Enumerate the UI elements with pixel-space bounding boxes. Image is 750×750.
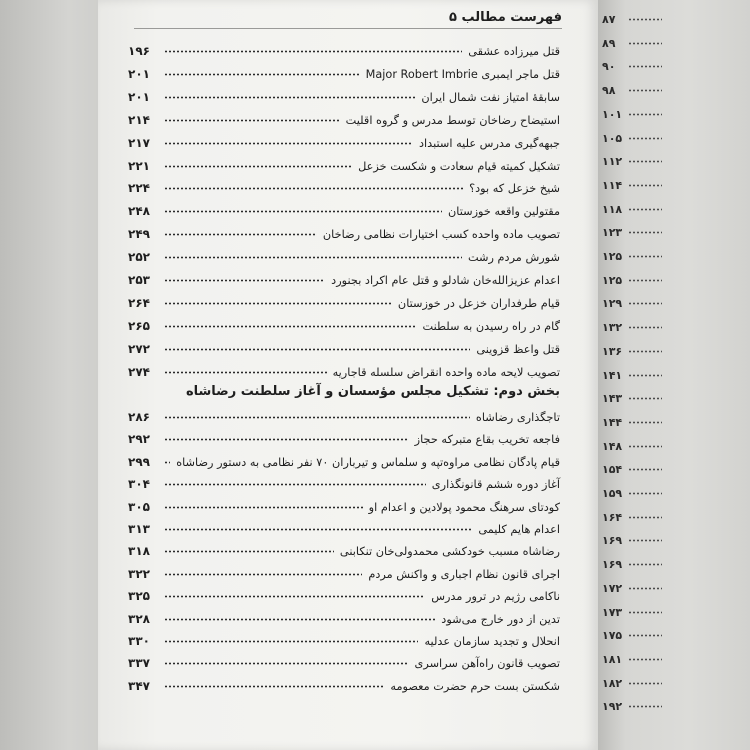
toc-entry-title: تشکیل کمیته قیام سعادت و شکست خزعل <box>358 159 560 173</box>
toc-entry-page: ۲۶۴ <box>128 295 150 310</box>
adjacent-toc-entry <box>598 125 662 145</box>
adjacent-toc-entry <box>598 362 662 382</box>
dot-leader <box>164 595 425 598</box>
toc-entry-page: ۳۰۴ <box>128 477 150 492</box>
toc-entry <box>128 449 560 469</box>
adjacent-page-number: ۱۷۲ <box>602 581 623 595</box>
dot-leader <box>164 119 340 122</box>
dot-leader <box>164 550 334 553</box>
header-title: فهرست مطالب ۵ <box>449 9 562 25</box>
toc-entry <box>128 404 560 424</box>
dot-leader <box>164 483 426 486</box>
toc-entry-page: ۳۴۷ <box>128 678 150 693</box>
adjacent-page-number: ۱۳۲ <box>602 321 623 335</box>
toc-entry-title: قیام طرفداران خزعل در خوزستان <box>397 296 560 310</box>
toc-entry <box>128 359 560 379</box>
dot-leader <box>164 73 360 76</box>
dot-leader <box>164 348 470 351</box>
toc-entry-page: ۱۹۶ <box>128 44 150 58</box>
toc-entry-page: ۲۶۵ <box>128 318 150 333</box>
adjacent-page-edge <box>598 0 750 750</box>
dot-leader <box>628 611 662 614</box>
adjacent-page-number: ۱۴۳ <box>602 392 623 406</box>
toc-entry <box>128 107 560 127</box>
dot-leader <box>628 587 662 590</box>
dot-leader <box>628 65 662 68</box>
toc-entry-page: ۲۰۱ <box>128 66 150 81</box>
toc-entry <box>128 516 560 536</box>
adjacent-page-number: ۱۸۱ <box>602 652 623 666</box>
toc-entry <box>128 561 560 581</box>
toc-entry-page: ۲۱۷ <box>128 135 150 150</box>
dot-leader <box>164 685 384 688</box>
toc-entry <box>128 198 560 218</box>
dot-leader <box>628 137 662 140</box>
adjacent-toc-entry <box>598 670 662 690</box>
adjacent-toc-entry <box>598 385 662 405</box>
toc-entry-page: ۲۲۴ <box>128 181 150 196</box>
toc-entry-page: ۳۲۲ <box>128 566 150 581</box>
adjacent-toc-entry <box>598 693 662 713</box>
adjacent-toc-entry <box>598 267 662 287</box>
toc-entry-page: ۳۱۳ <box>128 522 150 536</box>
dot-leader <box>164 187 463 190</box>
adjacent-toc-entry <box>598 290 662 310</box>
dot-leader <box>164 96 415 99</box>
toc-entry-title: انحلال و تجدید سازمان عدلیه <box>424 635 560 648</box>
dot-leader <box>628 658 662 661</box>
dot-leader <box>164 640 418 643</box>
dot-leader <box>628 468 662 471</box>
dot-leader <box>628 279 662 282</box>
dot-leader <box>164 302 392 305</box>
adjacent-toc-entry <box>598 219 662 239</box>
toc-entry-page: ۲۴۹ <box>128 227 150 242</box>
adjacent-page-number: ۱۷۵ <box>602 629 623 643</box>
adjacent-toc-entry <box>598 314 662 334</box>
toc-entry-title: قیام پادگان نظامی مراوه‌تپه و سلماس و تیرباران ۷۰ نفر نظامی به دستور رضاشاه <box>176 455 560 469</box>
toc-entry-title: مقتولین واقعه خوزستان <box>447 205 560 219</box>
toc-entry-title: شکستن بست حرم حضرت معصومه <box>390 679 560 693</box>
toc-entry-title: قتل واعظ قزوینی <box>476 342 560 356</box>
dot-leader <box>164 461 170 464</box>
adjacent-toc-entry <box>598 338 662 358</box>
toc-entry-title: سابقهٔ امتیاز نفت شمال ایران <box>421 90 560 104</box>
adjacent-toc-entry <box>598 30 662 50</box>
adjacent-toc-entry <box>598 599 662 619</box>
toc-entry-title: اجرای قانون نظام اجباری و واکنش مردم <box>368 567 560 581</box>
section-title: بخش دوم: تشکیل مجلس مؤسسان و آغاز سلطنت رضاشاه <box>185 384 560 399</box>
toc-entry <box>128 673 560 693</box>
toc-entry <box>128 606 560 626</box>
adjacent-toc-entry <box>598 243 662 263</box>
toc-entry-page: ۲۹۲ <box>128 432 150 447</box>
toc-entry <box>128 426 560 446</box>
toc-entry <box>128 38 560 58</box>
toc-entry-title: تصویب قانون راه‌آهن سراسری <box>414 657 560 671</box>
adjacent-page-number: ۱۲۵ <box>602 250 623 263</box>
toc-entry-title: شورش مردم رشت <box>467 251 560 265</box>
toc-entry-title: تصویب ماده واحده کسب اختیارات نظامی رضاخان <box>322 228 560 242</box>
adjacent-toc-entry <box>598 148 662 168</box>
adjacent-toc-entry <box>598 622 662 642</box>
dot-leader <box>164 618 435 621</box>
toc-entry <box>128 84 560 104</box>
dot-leader <box>628 18 662 21</box>
dot-leader <box>628 516 662 519</box>
dot-leader <box>628 184 662 187</box>
adjacent-page-number: ۱۱۲ <box>602 155 623 169</box>
adjacent-page-number: ۸۷ <box>602 13 616 26</box>
toc-entry-page: ۲۷۲ <box>128 341 150 356</box>
toc-entry-page: ۳۳۰ <box>128 634 150 648</box>
dot-leader <box>164 233 317 236</box>
toc-entry-title: آغاز دوره ششم قانونگذاری <box>431 478 560 492</box>
adjacent-page-number: ۱۶۹ <box>602 534 623 548</box>
dot-leader <box>164 662 409 665</box>
toc-entry <box>128 538 560 558</box>
toc-entry <box>128 244 560 264</box>
adjacent-page-number: ۹۸ <box>602 84 616 98</box>
adjacent-page-number: ۸۹ <box>602 36 616 50</box>
adjacent-toc-entry <box>598 53 662 73</box>
toc-entry-title: کودتای سرهنگ محمود پولادین و اعدام او <box>368 500 560 514</box>
adjacent-toc-entry <box>598 551 662 571</box>
toc-entry-page: ۲۸۶ <box>128 410 150 424</box>
toc-entry-page: ۳۰۵ <box>128 499 150 514</box>
adjacent-page-number: ۱۶۹ <box>602 558 623 572</box>
dot-leader <box>628 421 662 424</box>
toc-entry <box>128 267 560 287</box>
dot-leader <box>628 492 662 495</box>
adjacent-toc-entry <box>598 504 662 524</box>
dot-leader <box>164 371 327 374</box>
toc-entry-page: ۲۴۸ <box>128 204 150 219</box>
dot-leader <box>164 50 462 53</box>
toc-entry-title: استیضاح رضاخان توسط مدرس و گروه اقلیت <box>345 113 560 127</box>
toc-entry <box>128 130 560 150</box>
adjacent-page-number: ۱۰۱ <box>602 107 623 121</box>
toc-entry <box>128 336 560 356</box>
toc-entry-page: ۲۹۹ <box>128 454 150 469</box>
adjacent-page-number: ۱۲۹ <box>602 297 623 311</box>
toc-entry-title: تاجگذاری رضاشاه <box>475 411 560 424</box>
adjacent-toc-entry <box>598 6 662 26</box>
dot-leader <box>628 350 662 353</box>
adjacent-toc-entry <box>598 456 662 476</box>
dot-leader <box>628 705 662 708</box>
toc-entry-page: ۳۲۸ <box>128 611 150 626</box>
toc-entry-title: قتل میرزاده عشقی <box>468 45 560 58</box>
adjacent-page-number: ۱۷۳ <box>602 605 623 619</box>
toc-entry <box>128 175 560 195</box>
adjacent-page-number: ۱۸۲ <box>602 676 623 690</box>
dot-leader <box>628 42 662 45</box>
dot-leader <box>164 506 363 509</box>
dot-leader <box>164 142 413 145</box>
toc-entry <box>128 650 560 670</box>
adjacent-toc-entry <box>598 480 662 500</box>
dot-leader <box>164 210 442 213</box>
adjacent-page-number: ۱۴۱ <box>602 368 623 382</box>
adjacent-page-number: ۹۰ <box>602 60 616 74</box>
dot-leader <box>628 445 662 448</box>
adjacent-page-number: ۱۵۹ <box>602 487 623 500</box>
adjacent-toc-entry <box>598 527 662 547</box>
toc-entry-page: ۲۵۳ <box>128 273 150 287</box>
adjacent-toc-entry <box>598 172 662 192</box>
toc-entry <box>128 313 560 333</box>
toc-entry-title: فاجعه تخریب بقاع متبرکه حجاز <box>414 433 560 447</box>
dot-leader <box>628 634 662 637</box>
dot-leader <box>628 539 662 542</box>
dot-leader <box>164 256 462 259</box>
toc-entry-page: ۲۱۴ <box>128 112 150 127</box>
toc-entry <box>128 494 560 514</box>
toc-entry-page: ۲۵۲ <box>128 250 150 265</box>
dot-leader <box>164 416 470 419</box>
dot-leader <box>628 113 662 116</box>
toc-entry-title: جبهه‌گیری مدرس علیه استبداد <box>419 136 560 150</box>
adjacent-page-number: ۱۱۴ <box>602 178 623 192</box>
dot-leader <box>628 682 662 685</box>
adjacent-toc-entry <box>598 409 662 429</box>
adjacent-page-number: ۱۹۲ <box>602 700 623 714</box>
toc-entry-title: تصویب لایحه ماده واحده انقراض سلسله قاجاریه <box>332 365 560 379</box>
toc-entry-title: قتل ماجر ایمبری Major Robert Imbrie <box>365 67 560 81</box>
dot-leader <box>628 302 662 305</box>
section-heading <box>128 384 560 404</box>
toc-entry <box>128 61 560 81</box>
toc-entry <box>128 583 560 603</box>
toc-entry-page: ۲۲۱ <box>128 158 150 173</box>
adjacent-toc-entry <box>598 77 662 97</box>
toc-entry <box>128 628 560 648</box>
adjacent-page-number: ۱۴۴ <box>602 415 623 429</box>
dot-leader <box>628 255 662 258</box>
toc-entry-title: ناکامی رژیم در ترور مدرس <box>431 590 560 604</box>
adjacent-toc-entry <box>598 101 662 121</box>
toc-entry-title: شیخ خزعل که بود؟ <box>469 182 560 196</box>
adjacent-page-number: ۱۵۴ <box>602 463 623 477</box>
dot-leader <box>164 573 362 576</box>
toc-entry-title: تدین از دور خارج می‌شود <box>441 612 560 626</box>
adjacent-toc-entry <box>598 646 662 666</box>
toc-entry-page: ۳۱۸ <box>128 544 150 559</box>
adjacent-toc-entry <box>598 433 662 453</box>
adjacent-page-number: ۱۰۵ <box>602 131 623 145</box>
dot-leader <box>628 563 662 566</box>
dot-leader <box>164 438 409 441</box>
toc-entry <box>128 153 560 173</box>
toc-entry <box>128 290 560 310</box>
adjacent-toc-entry <box>598 575 662 595</box>
dot-leader <box>164 165 352 168</box>
adjacent-page-number: ۱۴۸ <box>602 439 623 453</box>
dot-leader <box>628 160 662 163</box>
toc-entry-page: ۳۳۷ <box>128 656 150 671</box>
adjacent-page-number: ۱۱۸ <box>602 202 623 216</box>
toc-entry <box>128 471 560 491</box>
dot-leader <box>628 397 662 400</box>
toc-entry-title: گام در راه رسیدن به سلطنت <box>422 319 560 333</box>
adjacent-page-number: ۱۶۴ <box>602 510 623 524</box>
toc-entry-page: ۲۷۴ <box>128 364 150 379</box>
adjacent-toc-entry <box>598 196 662 216</box>
left-page-shadow <box>0 0 98 750</box>
dot-leader <box>164 279 325 282</box>
toc-entry-title: اعدام هایم کلیمی <box>478 523 560 536</box>
dot-leader <box>628 89 662 92</box>
page-header <box>134 6 562 29</box>
adjacent-page-number: ۱۳۶ <box>602 344 623 358</box>
dot-leader <box>628 231 662 234</box>
dot-leader <box>628 326 662 329</box>
adjacent-page-number: ۱۲۳ <box>602 226 623 240</box>
toc-entry <box>128 221 560 241</box>
dot-leader <box>628 208 662 211</box>
adjacent-page-number: ۱۲۵ <box>602 273 623 287</box>
toc-page <box>98 0 598 750</box>
dot-leader <box>164 528 472 531</box>
toc-entry-page: ۳۲۵ <box>128 589 150 604</box>
toc-entry-title: اعدام عزیزالله‌خان شادلو و قتل عام اکراد بجنورد <box>331 274 560 287</box>
dot-leader <box>628 374 662 377</box>
toc-entry-page: ۲۰۱ <box>128 89 150 104</box>
dot-leader <box>164 325 417 328</box>
toc-entry-title: رضاشاه مسبب خودکشی محمدولی‌خان تنکابنی <box>339 545 560 559</box>
